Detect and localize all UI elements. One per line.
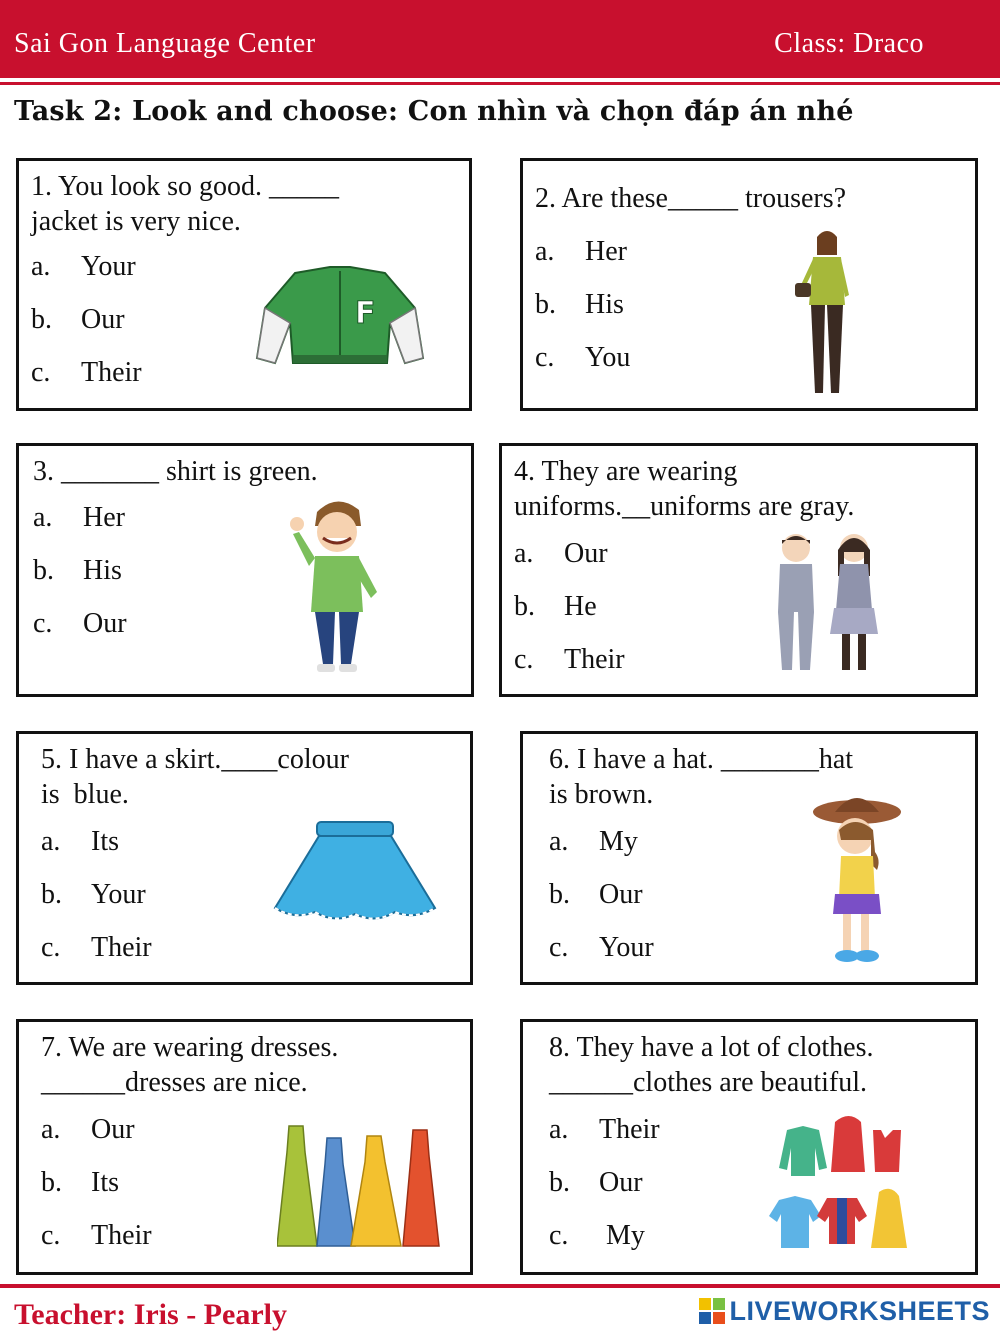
option-text: Their — [564, 644, 625, 675]
option-letter: b. — [31, 304, 52, 335]
option-letter: b. — [41, 1167, 62, 1198]
option-letter: b. — [514, 591, 535, 622]
page-header — [0, 0, 1000, 78]
option-a[interactable] — [514, 538, 608, 570]
option-letter: c. — [549, 1220, 569, 1251]
question-text: 6. I have a hat. _______hat is brown. — [549, 744, 854, 810]
option-letter: b. — [549, 1167, 570, 1198]
option-b[interactable] — [33, 555, 122, 587]
option-a[interactable] — [41, 826, 119, 858]
option-letter: c. — [41, 1220, 61, 1251]
option-text: His — [585, 289, 624, 320]
girl-brown-hat-image — [811, 790, 907, 968]
option-letter: b. — [549, 879, 570, 910]
question-text: 8. They have a lot of clothes. ______clothes are beautiful. — [549, 1032, 874, 1098]
option-letter: a. — [514, 538, 534, 569]
option-a[interactable] — [31, 251, 136, 283]
option-text: Her — [585, 236, 627, 267]
header-divider — [0, 82, 1000, 85]
option-b[interactable] — [41, 879, 146, 911]
option-a[interactable] — [41, 1114, 135, 1146]
option-a[interactable] — [549, 1114, 660, 1146]
option-text: Their — [91, 932, 152, 963]
class-name: Class: Draco — [774, 28, 924, 59]
option-text: Their — [91, 1220, 152, 1251]
option-letter: b. — [535, 289, 556, 320]
question-text: 2. Are these_____ trousers? — [535, 183, 847, 214]
blue-skirt-image — [265, 816, 445, 926]
option-text: Her — [83, 502, 125, 533]
option-text: Its — [91, 826, 119, 857]
brand-link[interactable] — [699, 1296, 990, 1327]
option-text: He — [564, 591, 597, 622]
brand-text: LIVEWORKSHEETS — [729, 1296, 990, 1326]
question-text: 4. They are wearing uniforms.__uniforms are gray. — [514, 456, 855, 522]
option-b[interactable] — [549, 879, 643, 911]
option-c[interactable] — [535, 342, 630, 374]
task-title: Task 2: Look and choose: Con nhìn và chọn đáp án nhé — [14, 96, 854, 127]
liveworksheets-logo-icon — [699, 1298, 725, 1324]
option-letter: b. — [41, 879, 62, 910]
option-a[interactable] — [535, 236, 627, 268]
option-text: Our — [564, 538, 608, 569]
option-letter: c. — [535, 342, 555, 373]
option-c[interactable] — [31, 357, 142, 389]
option-b[interactable] — [31, 304, 125, 336]
option-b[interactable] — [535, 289, 624, 321]
option-text: Your — [91, 879, 146, 910]
question-text: 3. _______ shirt is green. — [33, 456, 318, 487]
svg-text:F: F — [355, 296, 376, 331]
option-letter: b. — [33, 555, 54, 586]
option-letter: a. — [549, 826, 569, 857]
question-text: 1. You look so good. _____ jacket is very nice. — [31, 171, 340, 237]
question-card-7 — [16, 1019, 473, 1275]
clothes-image — [769, 1112, 909, 1262]
green-jacket-image — [255, 263, 425, 373]
option-a[interactable] — [33, 502, 125, 534]
option-letter: c. — [41, 932, 61, 963]
option-c[interactable] — [549, 932, 654, 964]
option-c[interactable] — [549, 1220, 645, 1252]
option-text: My — [599, 826, 638, 857]
option-text: Our — [91, 1114, 135, 1145]
question-card-3 — [16, 443, 474, 697]
footer-divider — [0, 1284, 1000, 1288]
option-text: Its — [91, 1167, 119, 1198]
option-text: My — [599, 1220, 645, 1251]
option-b[interactable] — [41, 1167, 119, 1199]
option-letter: c. — [33, 608, 53, 639]
option-c[interactable] — [514, 644, 625, 676]
option-letter: c. — [549, 932, 569, 963]
option-text: Your — [81, 251, 136, 282]
option-letter: a. — [41, 826, 61, 857]
question-card-2 — [520, 158, 978, 411]
question-text: 5. I have a skirt.____colour is blue. — [41, 744, 349, 810]
option-letter: a. — [31, 251, 51, 282]
option-letter: c. — [514, 644, 534, 675]
option-text: Your — [599, 932, 654, 963]
question-text: 7. We are wearing dresses. ______dresses are nice. — [41, 1032, 339, 1098]
option-letter: a. — [535, 236, 555, 267]
option-text: Their — [81, 357, 142, 388]
option-text: Our — [599, 1167, 643, 1198]
option-letter: a. — [33, 502, 53, 533]
question-card-8 — [520, 1019, 978, 1275]
question-card-5 — [16, 731, 473, 985]
option-text: Their — [599, 1114, 660, 1145]
dresses-image — [277, 1122, 447, 1252]
option-letter: c. — [31, 357, 51, 388]
option-b[interactable] — [514, 591, 597, 623]
option-c[interactable] — [33, 608, 127, 640]
option-text: Our — [83, 608, 127, 639]
option-c[interactable] — [41, 1220, 152, 1252]
teacher-name: Teacher: Iris - Pearly — [14, 1298, 287, 1331]
option-a[interactable] — [549, 826, 638, 858]
option-text: Our — [81, 304, 125, 335]
question-card-1 — [16, 158, 472, 411]
woman-trousers-image — [783, 225, 863, 400]
question-card-4 — [499, 443, 978, 697]
option-text: Our — [599, 879, 643, 910]
question-card-6 — [520, 731, 978, 985]
option-text: His — [83, 555, 122, 586]
center-name: Sai Gon Language Center — [14, 28, 316, 59]
option-text: You — [585, 342, 631, 373]
option-b[interactable] — [549, 1167, 643, 1199]
option-letter: a. — [549, 1114, 569, 1145]
option-letter: a. — [41, 1114, 61, 1145]
children-uniforms-image — [760, 530, 890, 682]
option-c[interactable] — [41, 932, 152, 964]
boy-green-shirt-image — [287, 492, 387, 677]
